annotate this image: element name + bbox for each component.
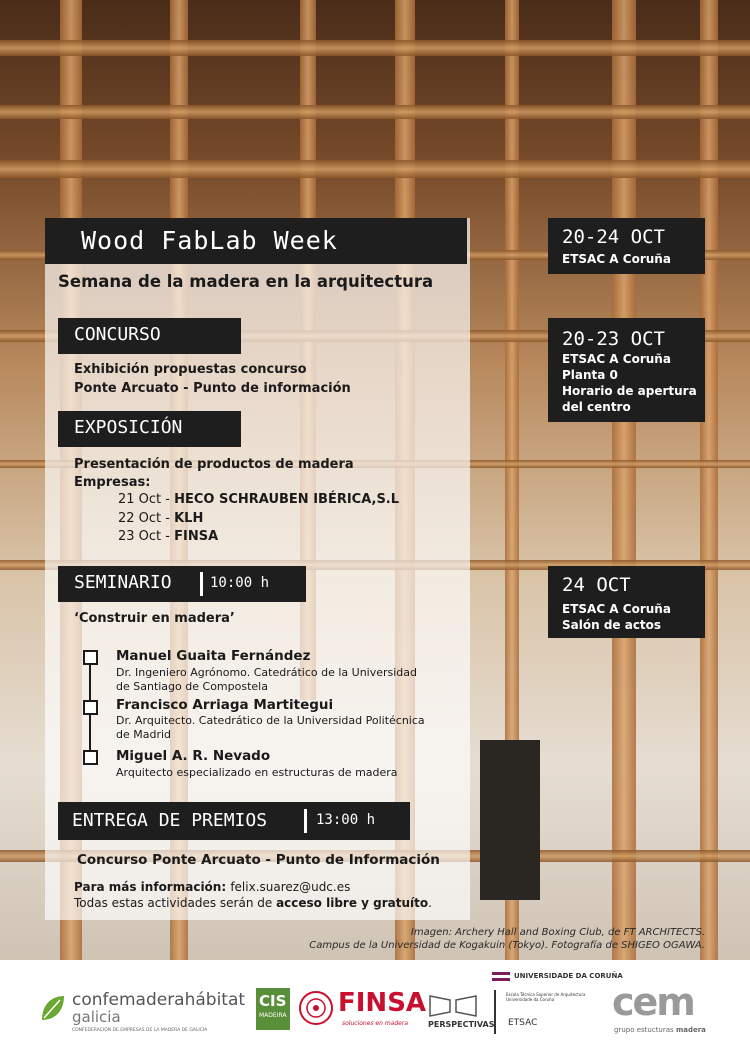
exposicion-item-company: HECO SCHRAUBEN IBÉRICA,S.L [174, 492, 400, 507]
info-line2 [74, 896, 432, 910]
cis-sub: MADEIRA [259, 1012, 287, 1019]
speaker-name: Francisco Arriaga Martitegui [116, 697, 334, 713]
entrega-divider [304, 809, 307, 833]
etsac-logo [494, 990, 604, 1034]
info-email[interactable]: felix.suarez@udc.es [230, 880, 351, 894]
udc-icon [492, 970, 510, 984]
info-line2-bold: acceso libre y gratuíto [276, 896, 429, 910]
page-title: Wood FabLab Week [81, 226, 338, 255]
date-box-2-line: Horario de apertura [562, 384, 697, 398]
confemadera-region: galicia [72, 1008, 121, 1026]
seal-icon [298, 990, 334, 1026]
date-box-3 [548, 566, 705, 638]
exposicion-item [118, 511, 203, 526]
concurso-line2: Ponte Arcuato - Punto de información [74, 381, 351, 396]
seminario-heading-box [58, 566, 306, 602]
image-caption-1: Imagen: Archery Hall and Boxing Club, de FT ARCHITECTS. [410, 927, 705, 938]
date-box-1-line: ETSAC A Coruña [562, 252, 671, 266]
seminario-divider [200, 572, 203, 596]
concurso-heading: CONCURSO [74, 324, 161, 345]
exposicion-item-company: FINSA [174, 529, 219, 544]
seminario-topic: ‘Construir en madera’ [74, 611, 235, 626]
exposicion-line2: Empresas: [74, 475, 151, 490]
cis-main: CIS [259, 992, 287, 1010]
date-box-3-line: Salón de actos [562, 618, 662, 632]
exposicion-heading-box [58, 411, 241, 447]
exposicion-item-date: 23 Oct - [118, 529, 175, 544]
finsa-main: FINSA [338, 988, 427, 1018]
exposicion-item-date: 22 Oct - [118, 511, 175, 526]
cem-sub-bold: madera [675, 1026, 706, 1034]
date-box-2-date: 20-23 OCT [562, 328, 665, 350]
leaf-icon [38, 994, 66, 1024]
perspectivas-icon [428, 992, 478, 1018]
date-box-3-line: ETSAC A Coruña [562, 602, 671, 616]
date-box-2-line: Planta 0 [562, 368, 618, 382]
cem-sub-line [614, 1026, 706, 1034]
info-line2-post: . [428, 896, 432, 910]
cem-main: cem [612, 980, 694, 1024]
cis-logo [256, 988, 290, 1030]
seminario-time: 10:00 h [210, 575, 270, 591]
speaker-desc: Dr. Ingeniero Agrónomo. Catedrático de la Universidad [116, 666, 418, 679]
title-box [45, 218, 467, 264]
sponsor-footer [0, 960, 750, 1060]
exposicion-item [118, 492, 399, 507]
info-line1 [74, 880, 350, 894]
etsac-desc: Escola Técnica Superior de Arquitectura Universidade da Coruña [506, 992, 586, 1002]
perspectivas-logo [428, 992, 495, 1029]
exposicion-line1: Presentación de productos de madera [74, 457, 354, 472]
speaker-desc: de Santiago de Compostela [116, 680, 268, 693]
date-box-3-date: 24 OCT [562, 574, 631, 596]
speaker-name: Manuel Guaita Fernández [116, 648, 311, 664]
speaker-bullet [83, 700, 98, 715]
speaker-bullet [83, 750, 98, 765]
date-box-1 [548, 218, 705, 274]
date-box-2-line: del centro [562, 400, 631, 414]
speaker-bullet [83, 650, 98, 665]
exposicion-item-date: 21 Oct - [118, 492, 175, 507]
perspectivas-label: PERSPECTIVAS [428, 1020, 495, 1029]
exposicion-item-company: KLH [174, 511, 204, 526]
exposicion-item [118, 529, 218, 544]
date-box-1-date: 20-24 OCT [562, 226, 665, 248]
image-caption-2: Campus de la Universidad de Kogakuin (Tokyo). Fotografía de SHIGEO OGAWA. [309, 940, 705, 951]
speaker-desc: Dr. Arquitecto. Catedrático de la Universidad Politécnica [116, 714, 425, 727]
etsac-label: ETSAC [508, 1018, 538, 1028]
finsa-sub: soluciones en madera [342, 1020, 408, 1027]
info-line2-pre: Todas estas actividades serán de [74, 896, 277, 910]
entrega-heading-box [58, 802, 410, 840]
confemadera-main: confemaderahábitat [72, 990, 246, 1010]
speaker-name: Miguel A. R. Nevado [116, 748, 271, 764]
udc-label: UNIVERSIDADE DA CORUÑA [514, 972, 623, 980]
entrega-heading: ENTREGA DE PREMIOS [72, 810, 268, 831]
entrega-place: Concurso Ponte Arcuato - Punto de Información [77, 852, 440, 868]
info-label: Para más información: [74, 880, 231, 894]
speaker-desc: de Madrid [116, 728, 172, 741]
date-box-2-line: ETSAC A Coruña [562, 352, 671, 366]
concurso-line1: Exhibición propuestas concurso [74, 362, 307, 377]
etsac-divider [494, 990, 496, 1034]
confemadera-sub: CONFEDERACIÓN DE EMPRESAS DE LA MADERA DE GALICIA [72, 1028, 208, 1033]
date-box-2 [548, 318, 705, 422]
concurso-heading-box [58, 318, 241, 354]
exposicion-heading: EXPOSICIÓN [74, 417, 183, 438]
cem-sub: grupo estucturas [614, 1026, 674, 1034]
entrega-time: 13:00 h [316, 812, 376, 828]
page-subtitle: Semana de la madera en la arquitectura [58, 272, 434, 291]
seminario-heading: SEMINARIO [74, 572, 172, 593]
speaker-desc: Arquitecto especializado en estructuras de madera [116, 766, 398, 779]
